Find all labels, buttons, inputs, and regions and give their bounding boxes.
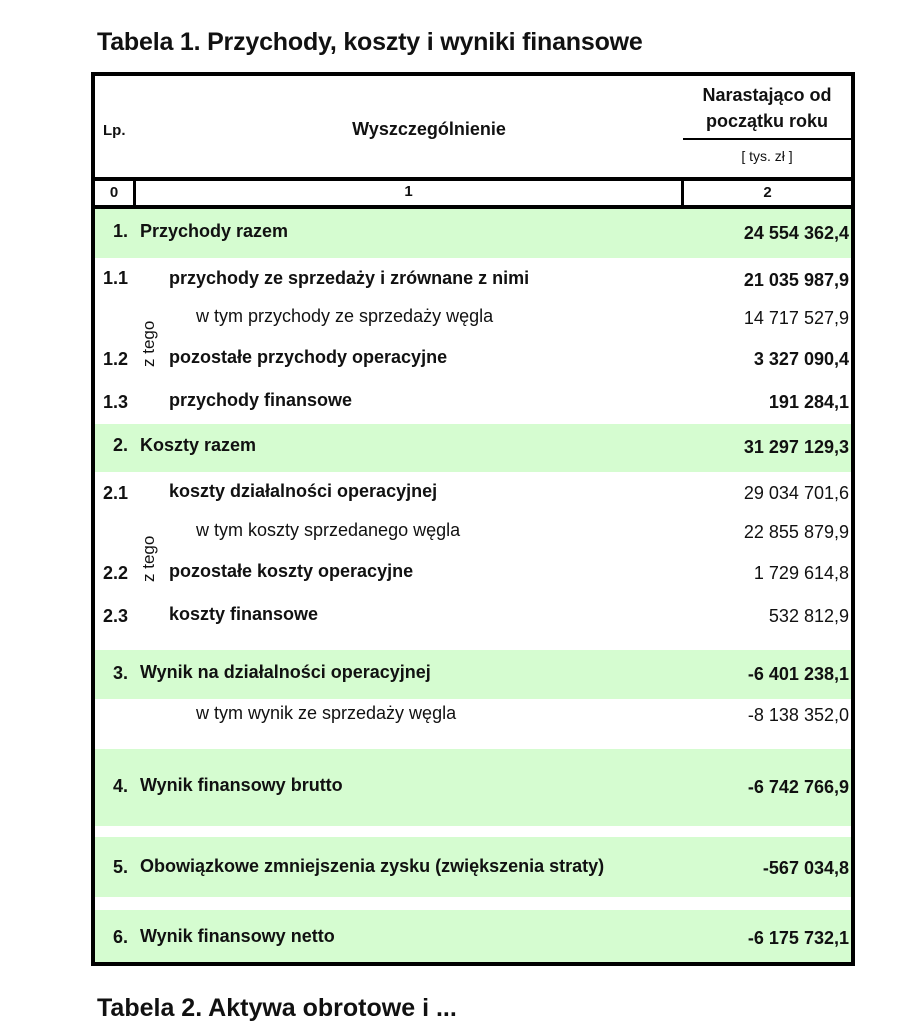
header-divider [683,138,851,140]
row-value: -6 401 238,1 [747,664,849,684]
row-number: 6. [113,927,129,947]
header-unit: [ tys. zł ] [741,148,793,164]
column-number-1: 1 [136,181,684,205]
side-label-z-tego: z tego [139,320,158,367]
table-row [95,304,851,344]
table-header [95,76,851,181]
row-label: w tym wynik ze sprzedaży węgla [196,703,457,723]
row-label: pozostałe przychody operacyjne [169,347,448,367]
row-value: 22 855 879,9 [743,522,849,542]
table-row [95,264,851,304]
table-row [95,424,851,472]
header-cumulative [683,82,851,134]
row-label: w tym koszty sprzedanego węgla [196,520,461,540]
table-row [95,837,851,897]
header-lp: Lp. [103,122,126,139]
table-row [95,209,851,258]
row-label: przychody ze sprzedaży i zrównane z nimi [169,268,530,288]
column-number-row [95,181,851,209]
row-number: 1.2 [103,349,129,369]
row-value: 31 297 129,3 [743,437,849,457]
row-number: 4. [113,776,129,796]
row-label: Wynik finansowy brutto [140,775,343,795]
row-label: przychody finansowe [169,390,353,410]
table-row [95,518,851,558]
row-number: 2.2 [103,563,129,583]
table-row [95,344,851,384]
row-number: 5. [113,857,129,877]
column-number-0: 0 [95,181,136,205]
table-row [95,598,851,638]
row-value: 21 035 987,9 [743,270,849,290]
row-value: 24 554 362,4 [743,223,849,243]
table-row [95,478,851,518]
table-row [95,558,851,598]
row-value: -8 138 352,0 [747,705,849,725]
row-value: -6 175 732,1 [747,928,849,948]
row-value: 532 812,9 [768,606,849,626]
row-number: 2. [113,435,129,455]
row-value: -567 034,8 [762,858,849,878]
next-table-title: Tabela 2. Aktywa obrotowe i ... [97,994,457,1022]
row-label: pozostałe koszty operacyjne [169,561,414,581]
row-label: Obowiązkowe zmniejszenia zysku (zwiększenia straty) [140,856,605,876]
header-cumulative-line1: Narastająco od [702,85,832,105]
table-row [95,910,851,962]
row-label: Wynik na działalności operacyjnej [140,662,431,682]
row-label: koszty działalności operacyjnej [169,481,438,501]
row-label: Koszty razem [140,435,257,455]
row-label: Przychody razem [140,221,289,241]
financial-table [91,72,855,966]
row-label: koszty finansowe [169,604,319,624]
table-row [95,749,851,826]
row-value: 191 284,1 [768,392,849,412]
row-value: 3 327 090,4 [753,349,849,369]
table-title: Tabela 1. Przychody, koszty i wyniki finansowe [97,28,643,56]
header-cumulative-line2: początku roku [705,111,829,131]
row-number: 2.3 [103,606,129,626]
table-row [95,650,851,699]
row-value: -6 742 766,9 [747,777,849,797]
column-number-2: 2 [763,184,772,201]
row-label: Wynik finansowy netto [140,926,335,946]
row-value: 29 034 701,6 [743,483,849,503]
row-number: 2.1 [103,483,129,503]
row-label: w tym przychody ze sprzedaży węgla [196,306,494,326]
row-value: 1 729 614,8 [753,563,849,583]
side-label-z-tego: z tego [139,535,158,582]
row-number: 1. [113,221,129,241]
table-row [95,699,851,749]
row-number: 1.1 [103,268,129,288]
table-row [95,384,851,424]
row-number: 3. [113,663,129,683]
row-value: 14 717 527,9 [743,308,849,328]
row-number: 1.3 [103,392,129,412]
header-description: Wyszczególnienie [352,119,506,139]
